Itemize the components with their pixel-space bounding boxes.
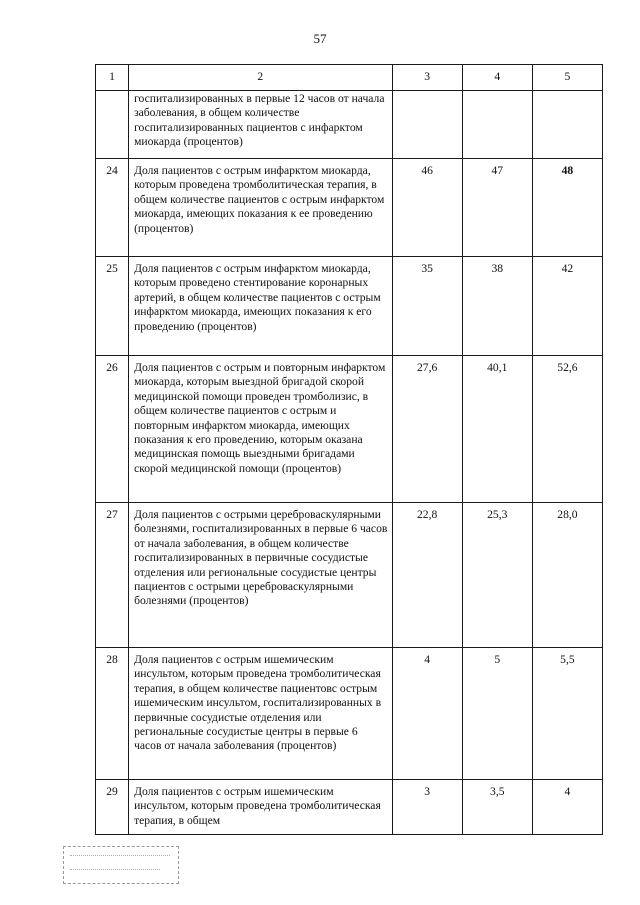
value-col-4: 47 — [462, 159, 532, 257]
row-number: 28 — [96, 648, 129, 780]
table-row — [96, 648, 603, 780]
indicator-text: Доля пациентов с острым инфарктом миокарда, которым проведено стентирование коронарных артерий, в общем количестве пациентов с острым инфарктом миокарда, имеющих показания к его проведению (процентов) — [129, 257, 393, 356]
value-col-5: 28,0 — [532, 503, 602, 648]
value-cell — [532, 91, 602, 159]
value-col-4: 40,1 — [462, 356, 532, 503]
table-row-continuation — [96, 91, 603, 159]
table-row — [96, 780, 603, 835]
table-row — [96, 159, 603, 257]
value-col-5: 42 — [532, 257, 602, 356]
value-col-5: 5,5 — [532, 648, 602, 780]
indicator-text: Доля пациентов с острым ишемическим инсультом, которым проведена тромболитическая терапия, в общем — [129, 780, 393, 835]
value-col-4: 25,3 — [462, 503, 532, 648]
value-col-3: 27,6 — [392, 356, 462, 503]
column-header: 1 — [96, 65, 129, 91]
table-header-row — [96, 65, 603, 91]
column-header: 3 — [392, 65, 462, 91]
value-col-5: 52,6 — [532, 356, 602, 503]
faded-stamp — [63, 846, 179, 884]
row-number: 24 — [96, 159, 129, 257]
table-row — [96, 356, 603, 503]
value-col-4: 38 — [462, 257, 532, 356]
value-col-3: 3 — [392, 780, 462, 835]
indicator-text: Доля пациентов с острым и повторным инфарктом миокарда, которым выездной бригадой скорой медицинской помощи проведен тромболизис, в общем количестве пациентов с острым и повторным инфарктом миокарда, имеющих показания к его проведению, которым оказана медицинская помощь выездными бригадами скорой медицинской помощи (процентов) — [129, 356, 393, 503]
value-col-3: 22,8 — [392, 503, 462, 648]
table-row — [96, 257, 603, 356]
row-number: 25 — [96, 257, 129, 356]
indicator-text: госпитализированных в первые 12 часов от начала заболевания, в общем количестве госпитализированных пациентов с инфарктом миокарда (процентов) — [129, 91, 393, 159]
row-number-cell — [96, 91, 129, 159]
value-col-3: 46 — [392, 159, 462, 257]
page-number: 57 — [313, 31, 327, 46]
column-header: 5 — [532, 65, 602, 91]
row-number: 27 — [96, 503, 129, 648]
column-header: 4 — [462, 65, 532, 91]
table-row — [96, 503, 603, 648]
value-col-4: 5 — [462, 648, 532, 780]
indicator-text: Доля пациентов с острым инфарктом миокарда, которым проведена тромболитическая терапия, в общем количестве пациентов с острым инфарктом миокарда, имеющих показания к ее проведению (процентов) — [129, 159, 393, 257]
value-col-3: 35 — [392, 257, 462, 356]
column-header: 2 — [129, 65, 393, 91]
indicator-text: Доля пациентов с острыми цереброваскулярными болезнями, госпитализированных в первые 6 часов от начала заболевания, в общем количестве госпитализированных в первичные сосудистые отделения или региональные сосудистые центры пациентов с острыми цереброваскулярными болезнями (процентов) — [129, 503, 393, 648]
value-col-3: 4 — [392, 648, 462, 780]
row-number: 26 — [96, 356, 129, 503]
value-col-4: 3,5 — [462, 780, 532, 835]
value-col-5: 48 — [532, 159, 602, 257]
indicators-table — [95, 64, 603, 835]
indicator-text: Доля пациентов с острым ишемическим инсультом, которым проведена тромболитическая терапия, в общем количестве пациентовс острым ишемическим инсультом, госпитализированных в первичные сосудистые отделения или региональные сосудистые центры в первые 6 часов от начала заболевания (процентов) — [129, 648, 393, 780]
value-cell — [462, 91, 532, 159]
value-cell — [392, 91, 462, 159]
row-number: 29 — [96, 780, 129, 835]
value-col-5: 4 — [532, 780, 602, 835]
